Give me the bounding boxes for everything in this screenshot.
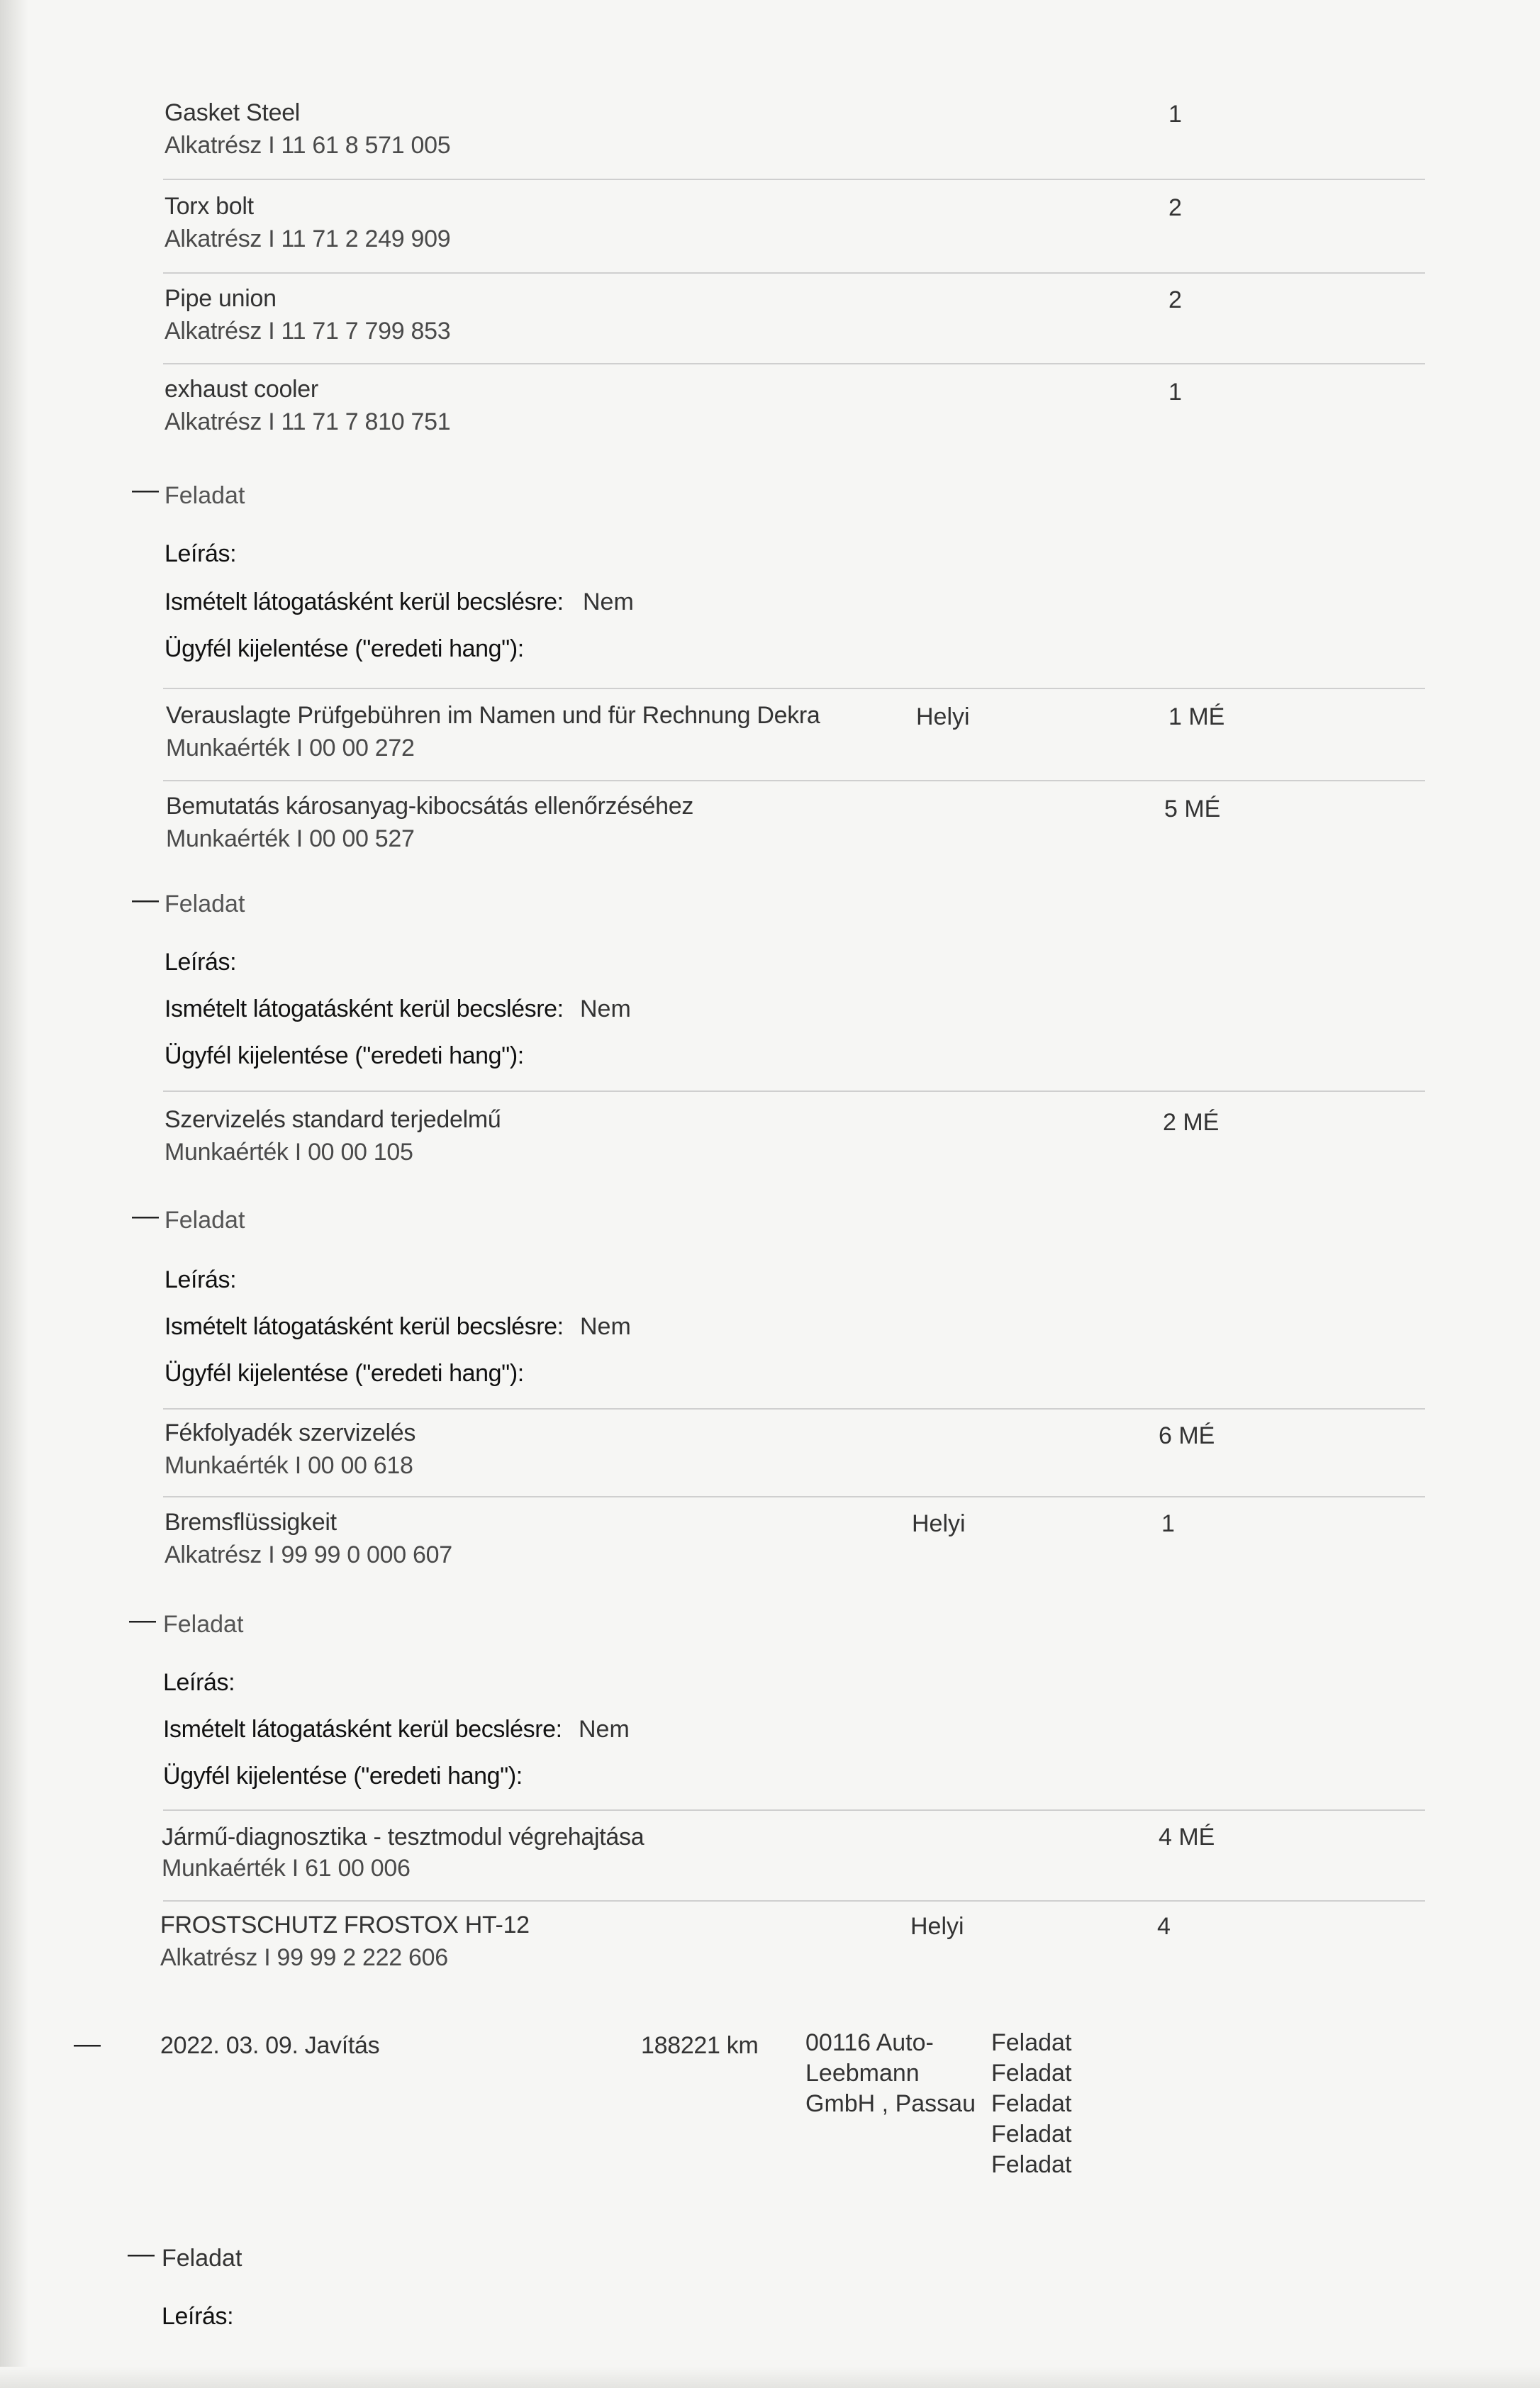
entry-task-link[interactable]: Feladat (991, 2121, 1072, 2148)
item-name: Fékfolyadék szervizelés (164, 1419, 416, 1446)
customer-statement-label: Ügyfél kijelentése ("eredeti hang"): (164, 635, 524, 662)
description-label: Leírás: (163, 1669, 235, 1696)
item-qty: 4 (1157, 1913, 1171, 1940)
separator (163, 272, 1425, 274)
item-name: Bremsflüssigkeit (164, 1509, 337, 1536)
separator (163, 1090, 1425, 1092)
collapse-toggle[interactable]: — (132, 475, 159, 505)
item-qty: 1 (1168, 101, 1182, 128)
item-code: Munkaérték I 00 00 527 (166, 825, 415, 852)
item-name: exhaust cooler (164, 376, 318, 403)
description-label: Leírás: (164, 1266, 237, 1293)
entry-task-link[interactable]: Feladat (991, 2029, 1072, 2056)
item-code: Alkatrész I 11 61 8 571 005 (164, 132, 451, 159)
separator (163, 1809, 1425, 1811)
entry-task-link[interactable]: Feladat (991, 2151, 1072, 2178)
collapse-toggle[interactable]: — (132, 1201, 159, 1231)
task-heading: Feladat (163, 1611, 244, 1638)
description-label: Leírás: (162, 2303, 234, 2330)
item-name: Gasket Steel (164, 99, 301, 126)
item-name: Jármű-diagnosztika - tesztmodul végrehajtása (162, 1824, 645, 1851)
item-qty: 5 MÉ (1164, 796, 1221, 822)
item-name: Bemutatás károsanyag-kibocsátás ellenőrzéséhez (166, 793, 694, 820)
entry-dealer (805, 2028, 976, 2119)
dealer-line: 00116 Auto- (805, 2029, 934, 2056)
repeat-visit-value: Nem (580, 1313, 631, 1340)
repeat-visit-value: Nem (580, 995, 631, 1022)
item-code: Munkaérték I 61 00 006 (162, 1855, 411, 1882)
collapse-toggle[interactable]: — (128, 2239, 155, 2269)
entry-task-link[interactable]: Feladat (991, 2060, 1072, 2087)
dealer-line: GmbH , Passau (805, 2090, 976, 2117)
separator (163, 363, 1425, 364)
entry-task-link[interactable]: Feladat (991, 2090, 1072, 2117)
separator (163, 179, 1425, 180)
description-label: Leírás: (164, 949, 237, 976)
separator (163, 780, 1425, 781)
item-name: FROSTSCHUTZ FROSTOX HT-12 (160, 1912, 530, 1938)
page-bottom-shadow (0, 2367, 1540, 2388)
separator (163, 1408, 1425, 1410)
item-qty: 6 MÉ (1159, 1422, 1215, 1449)
task-heading: Feladat (164, 1207, 245, 1234)
item-location: Helyi (916, 703, 970, 730)
item-code: Alkatrész I 11 71 7 810 751 (164, 408, 451, 435)
item-code: Alkatrész I 99 99 2 222 606 (160, 1944, 448, 1971)
customer-statement-label: Ügyfél kijelentése ("eredeti hang"): (164, 1360, 524, 1387)
dealer-line: Leebmann (805, 2060, 920, 2087)
separator (163, 688, 1425, 689)
item-code: Alkatrész I 99 99 0 000 607 (164, 1541, 452, 1568)
customer-statement-label: Ügyfél kijelentése ("eredeti hang"): (163, 1763, 523, 1790)
item-location: Helyi (912, 1510, 966, 1537)
collapse-toggle[interactable]: — (74, 2029, 101, 2059)
repeat-visit-label: Ismételt látogatásként kerül becslésre: (164, 588, 564, 615)
repeat-visit-label: Ismételt látogatásként kerül becslésre: (163, 1716, 562, 1743)
item-code: Alkatrész I 11 71 2 249 909 (164, 225, 451, 252)
item-qty: 2 (1168, 286, 1182, 313)
entry-date-type: 2022. 03. 09. Javítás (160, 2032, 380, 2059)
collapse-toggle[interactable]: — (129, 1605, 156, 1635)
repeat-visit-label: Ismételt látogatásként kerül becslésre: (164, 1313, 564, 1340)
item-qty: 1 (1161, 1510, 1175, 1537)
repeat-visit-value: Nem (579, 1716, 630, 1743)
entry-mileage: 188221 km (641, 2032, 759, 2059)
item-qty: 4 MÉ (1159, 1824, 1215, 1851)
item-qty: 1 MÉ (1168, 703, 1225, 730)
item-code: Munkaérték I 00 00 105 (164, 1139, 413, 1166)
task-heading: Feladat (164, 891, 245, 917)
separator (163, 1496, 1425, 1497)
item-code: Munkaérték I 00 00 618 (164, 1452, 413, 1479)
item-name: Verauslagte Prüfgebühren im Namen und für Rechnung Dekra (166, 702, 820, 729)
item-qty: 2 (1168, 194, 1182, 221)
repeat-visit-label: Ismételt látogatásként kerül becslésre: (164, 995, 564, 1022)
item-qty: 2 MÉ (1163, 1109, 1220, 1136)
collapse-toggle[interactable]: — (132, 885, 159, 915)
repeat-visit-value: Nem (583, 588, 634, 615)
item-location: Helyi (910, 1913, 964, 1940)
task-heading: Feladat (162, 2245, 242, 2272)
item-name: Pipe union (164, 285, 277, 312)
entry-task-list (991, 2028, 1071, 2180)
separator (163, 1900, 1425, 1902)
task-heading: Feladat (164, 482, 245, 509)
page-edge-shadow (0, 0, 28, 2388)
item-qty: 1 (1168, 379, 1182, 406)
customer-statement-label: Ügyfél kijelentése ("eredeti hang"): (164, 1042, 524, 1069)
item-code: Alkatrész I 11 71 7 799 853 (164, 318, 451, 345)
description-label: Leírás: (164, 540, 237, 567)
item-name: Torx bolt (164, 193, 254, 220)
item-name: Szervizelés standard terjedelmű (164, 1106, 501, 1133)
item-code: Munkaérték I 00 00 272 (166, 735, 415, 761)
